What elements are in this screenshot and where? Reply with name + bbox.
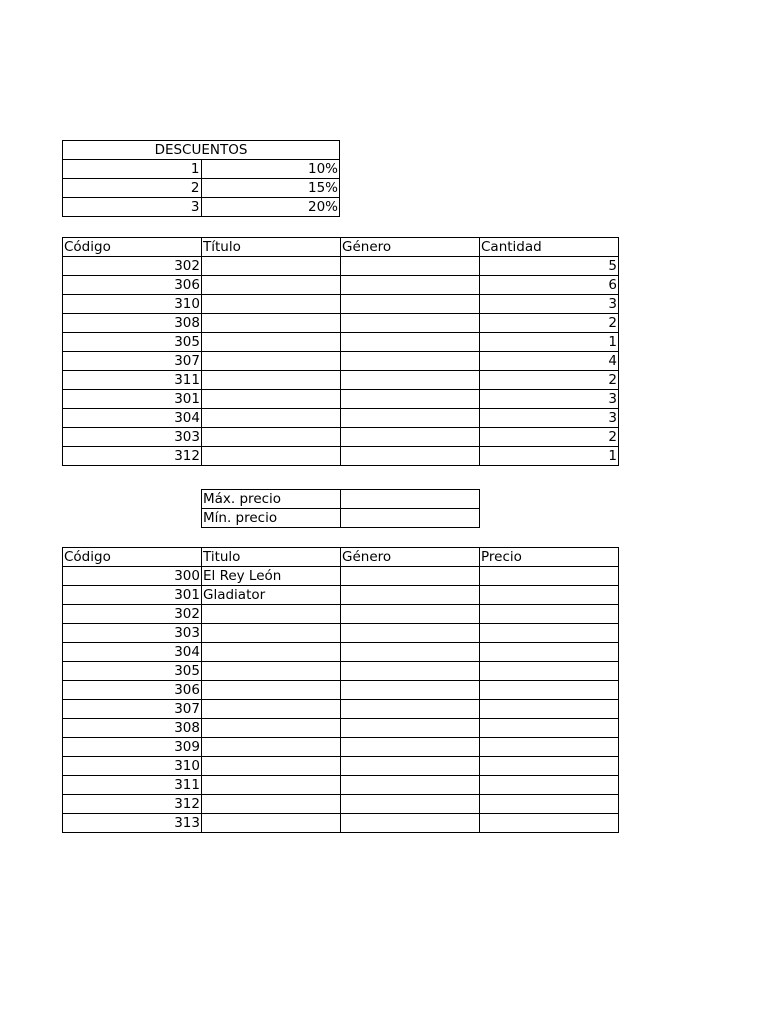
ventas-cantidad-cell[interactable]: 3 [480,409,619,428]
descuentos-title[interactable]: DESCUENTOS [63,141,340,160]
catalogo-codigo-cell[interactable]: 313 [63,814,202,833]
catalogo-row [63,624,619,643]
ventas-cantidad-cell[interactable]: 3 [480,295,619,314]
catalogo-genero-cell[interactable] [341,757,480,776]
ventas-titulo-cell[interactable] [202,390,341,409]
descuentos-body [63,141,340,217]
descuentos-row [63,179,340,198]
ventas-codigo-cell[interactable]: 304 [63,409,202,428]
catalogo-titulo-cell[interactable] [202,795,341,814]
ventas-genero-cell[interactable] [341,447,480,466]
catalogo-genero-cell[interactable] [341,719,480,738]
catalogo-row [63,586,619,605]
ventas-titulo-cell[interactable] [202,257,341,276]
descuentos-row [63,198,340,217]
ventas-row [63,276,619,295]
catalogo-precio-cell[interactable] [480,567,619,586]
catalogo-precio-cell[interactable] [480,814,619,833]
ventas-genero-cell[interactable] [341,352,480,371]
ventas-cantidad-cell[interactable]: 1 [480,333,619,352]
ventas-cantidad-cell[interactable]: 2 [480,371,619,390]
ventas-codigo-cell[interactable]: 303 [63,428,202,447]
catalogo-genero-cell[interactable] [341,662,480,681]
ventas-row [63,390,619,409]
catalogo-codigo-cell[interactable]: 302 [63,605,202,624]
catalogo-row [63,700,619,719]
ventas-titulo-cell[interactable] [202,314,341,333]
descuento-porcentaje-cell[interactable]: 10% [201,160,340,179]
precio-summary-row [202,490,480,509]
catalogo-titulo-cell[interactable] [202,700,341,719]
precio-summary-label[interactable]: Máx. precio [202,490,341,509]
ventas-row [63,257,619,276]
catalogo-genero-cell[interactable] [341,681,480,700]
catalogo-precio-cell[interactable] [480,795,619,814]
catalogo-row [63,605,619,624]
catalogo-precio-cell[interactable] [480,719,619,738]
ventas-titulo-cell[interactable] [202,352,341,371]
catalogo-row [63,757,619,776]
catalogo-genero-cell[interactable] [341,738,480,757]
descuento-nivel-cell[interactable]: 3 [63,198,202,217]
catalogo-precio-cell[interactable] [480,662,619,681]
catalogo-row [63,814,619,833]
ventas-body [63,238,619,466]
catalogo-precio-cell[interactable] [480,757,619,776]
precio-summary-value[interactable] [341,490,480,509]
catalogo-codigo-cell[interactable]: 310 [63,757,202,776]
ventas-titulo-cell[interactable] [202,409,341,428]
ventas-cantidad-cell[interactable]: 4 [480,352,619,371]
descuento-nivel-cell[interactable]: 1 [63,160,202,179]
catalogo-codigo-cell[interactable]: 308 [63,719,202,738]
catalogo-codigo-cell[interactable]: 309 [63,738,202,757]
ventas-titulo-cell[interactable] [202,333,341,352]
catalogo-precio-cell[interactable] [480,624,619,643]
ventas-codigo-cell[interactable]: 302 [63,257,202,276]
ventas-row [63,447,619,466]
ventas-header-cantidad[interactable]: Cantidad [480,238,619,257]
catalogo-codigo-cell[interactable]: 300 [63,567,202,586]
catalogo-header-genero[interactable]: Género [341,548,480,567]
catalogo-codigo-cell[interactable]: 312 [63,795,202,814]
catalogo-genero-cell[interactable] [341,795,480,814]
catalogo-titulo-cell[interactable]: El Rey León [202,567,341,586]
descuentos-title-row [63,141,340,160]
ventas-header-codigo[interactable]: Código [63,238,202,257]
catalogo-genero-cell[interactable] [341,700,480,719]
catalogo-codigo-cell[interactable]: 305 [63,662,202,681]
descuento-porcentaje-cell[interactable]: 20% [201,198,340,217]
catalogo-row [63,738,619,757]
ventas-genero-cell[interactable] [341,276,480,295]
catalogo-codigo-cell[interactable]: 306 [63,681,202,700]
descuento-porcentaje-cell[interactable]: 15% [201,179,340,198]
catalogo-precio-cell[interactable] [480,681,619,700]
catalogo-titulo-cell[interactable] [202,605,341,624]
catalogo-titulo-cell[interactable] [202,624,341,643]
ventas-row [63,352,619,371]
ventas-codigo-cell[interactable]: 306 [63,276,202,295]
catalogo-titulo-cell[interactable]: Gladiator [202,586,341,605]
catalogo-genero-cell[interactable] [341,624,480,643]
ventas-row [63,314,619,333]
ventas-codigo-cell[interactable]: 308 [63,314,202,333]
catalogo-header-codigo[interactable]: Código [63,548,202,567]
ventas-row [63,333,619,352]
ventas-titulo-cell[interactable] [202,447,341,466]
ventas-codigo-cell[interactable]: 310 [63,295,202,314]
ventas-genero-cell[interactable] [341,428,480,447]
catalogo-genero-cell[interactable] [341,586,480,605]
ventas-genero-cell[interactable] [341,409,480,428]
catalogo-titulo-cell[interactable] [202,757,341,776]
catalogo-precio-cell[interactable] [480,605,619,624]
ventas-codigo-cell[interactable]: 305 [63,333,202,352]
ventas-cantidad-cell[interactable]: 1 [480,447,619,466]
descuentos-table [62,140,340,217]
catalogo-header-titulo[interactable]: Titulo [202,548,341,567]
ventas-genero-cell[interactable] [341,314,480,333]
catalogo-header-precio[interactable]: Precio [480,548,619,567]
catalogo-body [63,548,619,833]
catalogo-row [63,795,619,814]
ventas-codigo-cell[interactable]: 301 [63,390,202,409]
catalogo-genero-cell[interactable] [341,567,480,586]
ventas-table [62,237,619,466]
ventas-row [63,295,619,314]
precio-summary-row [202,509,480,528]
ventas-cantidad-cell[interactable]: 5 [480,257,619,276]
ventas-genero-cell[interactable] [341,390,480,409]
descuentos-row [63,160,340,179]
catalogo-precio-cell[interactable] [480,738,619,757]
catalogo-genero-cell[interactable] [341,776,480,795]
catalogo-titulo-cell[interactable] [202,681,341,700]
ventas-cantidad-cell[interactable]: 2 [480,314,619,333]
catalogo-titulo-cell[interactable] [202,738,341,757]
ventas-genero-cell[interactable] [341,257,480,276]
catalogo-table [62,547,619,833]
catalogo-row [63,681,619,700]
ventas-genero-cell[interactable] [341,371,480,390]
catalogo-titulo-cell[interactable] [202,662,341,681]
catalogo-codigo-cell[interactable]: 303 [63,624,202,643]
precio-summary-value[interactable] [341,509,480,528]
ventas-titulo-cell[interactable] [202,371,341,390]
ventas-genero-cell[interactable] [341,333,480,352]
ventas-row [63,428,619,447]
catalogo-precio-cell[interactable] [480,586,619,605]
ventas-header-row [63,238,619,257]
ventas-codigo-cell[interactable]: 307 [63,352,202,371]
catalogo-row [63,567,619,586]
catalogo-row [63,643,619,662]
ventas-codigo-cell[interactable]: 311 [63,371,202,390]
catalogo-titulo-cell[interactable] [202,814,341,833]
ventas-cantidad-cell[interactable]: 3 [480,390,619,409]
ventas-titulo-cell[interactable] [202,295,341,314]
ventas-row [63,371,619,390]
ventas-row [63,409,619,428]
ventas-genero-cell[interactable] [341,295,480,314]
catalogo-codigo-cell[interactable]: 311 [63,776,202,795]
catalogo-header-row [63,548,619,567]
catalogo-precio-cell[interactable] [480,776,619,795]
catalogo-titulo-cell[interactable] [202,719,341,738]
ventas-codigo-cell[interactable]: 312 [63,447,202,466]
descuento-nivel-cell[interactable]: 2 [63,179,202,198]
catalogo-genero-cell[interactable] [341,643,480,662]
catalogo-titulo-cell[interactable] [202,643,341,662]
catalogo-codigo-cell[interactable]: 301 [63,586,202,605]
ventas-header-genero[interactable]: Género [341,238,480,257]
precio-summary-table [201,489,480,528]
catalogo-row [63,719,619,738]
catalogo-codigo-cell[interactable]: 307 [63,700,202,719]
ventas-cantidad-cell[interactable]: 2 [480,428,619,447]
catalogo-precio-cell[interactable] [480,643,619,662]
precio-summary-label[interactable]: Mín. precio [202,509,341,528]
ventas-header-titulo[interactable]: Título [202,238,341,257]
catalogo-genero-cell[interactable] [341,605,480,624]
ventas-titulo-cell[interactable] [202,276,341,295]
catalogo-titulo-cell[interactable] [202,776,341,795]
catalogo-codigo-cell[interactable]: 304 [63,643,202,662]
catalogo-row [63,662,619,681]
ventas-titulo-cell[interactable] [202,428,341,447]
catalogo-row [63,776,619,795]
catalogo-genero-cell[interactable] [341,814,480,833]
precio-summary-body [202,490,480,528]
catalogo-precio-cell[interactable] [480,700,619,719]
ventas-cantidad-cell[interactable]: 6 [480,276,619,295]
